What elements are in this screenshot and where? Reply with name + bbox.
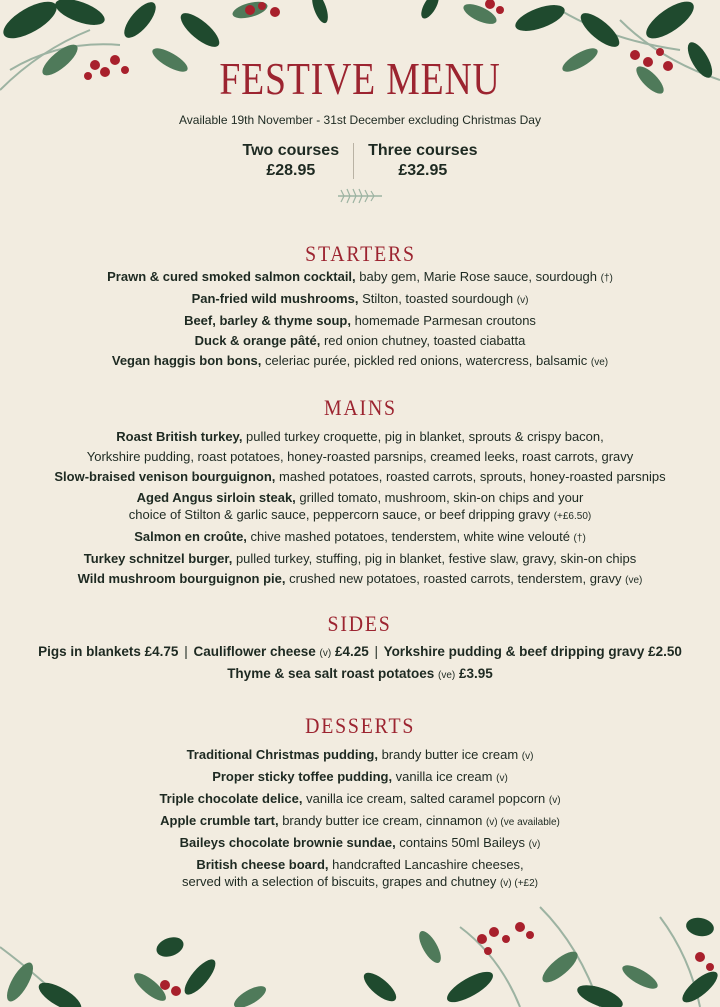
sides-heading-text: SIDES — [327, 611, 393, 636]
dietary-tag: (v) — [496, 773, 508, 784]
list-item — [0, 267, 720, 289]
item-description: mashed potatoes, roasted carrots, sprouts, honey-roasted parsnips — [275, 469, 666, 484]
two-courses-price: £28.95 — [266, 162, 316, 179]
item-description: grilled tomato, mushroom, skin-on chips and your — [295, 490, 584, 505]
dietary-tag: (v) — [319, 648, 332, 659]
list-item — [0, 856, 720, 873]
mains-heading — [0, 397, 720, 419]
list-item — [0, 811, 720, 833]
side-cauliflower-cheese: Cauliflower cheese — [193, 644, 320, 659]
sides-heading — [0, 613, 720, 635]
desserts-heading-text: DESSERTS — [304, 713, 416, 738]
sides-row-2 — [0, 664, 720, 686]
item-description: homemade Parmesan croutons — [350, 313, 536, 328]
three-courses-label: Three courses — [368, 142, 478, 159]
side-yorkshire-pudding: Yorkshire pudding & beef dripping gravy £2.50 — [383, 644, 682, 659]
item-name: Pan-fried wild mushrooms, — [191, 291, 359, 306]
item-description: baby gem, Marie Rose sauce, sourdough — [355, 269, 601, 284]
item-description: crushed new potatoes, roasted carrots, tenderstem, gravy — [285, 571, 626, 586]
item-name: Turkey schnitzel burger, — [83, 551, 233, 566]
fern-sprig-icon — [336, 186, 384, 206]
list-item — [0, 527, 720, 549]
availability-text: Available 19th November - 31st December excluding Christmas Day — [179, 113, 541, 127]
list-item — [0, 767, 720, 789]
dietary-tag: (v) — [516, 295, 529, 306]
list-item — [0, 489, 720, 506]
starters-heading — [0, 243, 720, 265]
mains-heading-text: MAINS — [323, 395, 397, 420]
side-price: £3.95 — [455, 666, 493, 681]
dietary-tag: (ve) — [438, 670, 456, 681]
item-name: Duck & orange pâté, — [194, 333, 321, 348]
item-description: pulled turkey croquette, pig in blanket, sprouts & crispy bacon, — [242, 429, 604, 444]
dietary-tag: (†) — [573, 533, 586, 544]
item-description: chive mashed potatoes, tenderstem, white wine velouté — [246, 529, 574, 544]
list-item — [0, 311, 720, 331]
item-description: handcrafted Lancashire cheeses, — [328, 857, 524, 872]
dietary-tag: (v) (ve available) — [485, 817, 560, 828]
item-description: Stilton, toasted sourdough — [358, 291, 517, 306]
item-description: celeriac purée, pickled red onions, watercress, balsamic — [261, 353, 591, 368]
price-supplement-tag: (+£6.50) — [553, 511, 592, 522]
item-description: brandy butter ice cream — [377, 747, 522, 762]
dietary-tag: (v) (+£2) — [499, 878, 539, 889]
list-item-continuation — [0, 447, 720, 467]
item-name: Beef, barley & thyme soup, — [184, 313, 351, 328]
list-item — [0, 833, 720, 855]
list-item — [0, 569, 720, 591]
list-item — [0, 745, 720, 767]
list-item — [0, 289, 720, 311]
item-description: red onion chutney, toasted ciabatta — [320, 333, 526, 348]
course-prices — [0, 141, 720, 181]
item-description: contains 50ml Baileys — [395, 835, 529, 850]
item-name: British cheese board, — [196, 857, 329, 872]
item-name: Slow-braised venison bourguignon, — [54, 469, 276, 484]
item-name: Triple chocolate delice, — [159, 791, 303, 806]
item-name: Apple crumble tart, — [160, 813, 279, 828]
dietary-tag: (v) — [521, 751, 534, 762]
starters-list — [0, 267, 720, 373]
two-courses-price-block — [228, 141, 353, 181]
item-description: vanilla ice cream, salted caramel popcorn — [302, 791, 549, 806]
desserts-heading — [0, 715, 720, 737]
item-name: Salmon en croûte, — [134, 529, 247, 544]
dietary-tag: (ve) — [590, 357, 609, 368]
item-name: Wild mushroom bourguignon pie, — [77, 571, 286, 586]
list-item — [0, 351, 720, 373]
list-item — [0, 427, 720, 447]
item-description: brandy butter ice cream, cinnamon — [278, 813, 486, 828]
separator: | — [374, 644, 379, 659]
list-item — [0, 331, 720, 351]
item-name: Prawn & cured smoked salmon cocktail, — [107, 269, 356, 284]
dietary-tag: (†) — [600, 273, 613, 284]
bottom-foliage-decoration — [0, 887, 720, 1007]
item-name: Traditional Christmas pudding, — [186, 747, 378, 762]
menu-title: FESTIVE MENU — [219, 53, 501, 104]
item-description: pulled turkey, stuffing, pig in blanket, festive slaw, gravy, skin-on chips — [232, 551, 637, 566]
two-courses-label: Two courses — [242, 142, 340, 159]
desserts-list — [0, 745, 720, 892]
list-item-continuation — [0, 873, 720, 892]
item-description: served with a selection of biscuits, grapes and chutney — [181, 874, 500, 889]
dietary-tag: (ve) — [625, 575, 643, 586]
item-name: Baileys chocolate brownie sundae, — [179, 835, 396, 850]
dietary-tag: (v) — [528, 839, 541, 850]
side-pigs-in-blankets: Pigs in blankets £4.75 — [38, 644, 179, 659]
list-item — [0, 789, 720, 811]
item-description: Yorkshire pudding, roast potatoes, honey-roasted parsnips, creamed leeks, roast carrots, gravy — [86, 449, 634, 464]
three-courses-price-block — [354, 141, 491, 181]
list-item — [0, 467, 720, 487]
side-price: £4.25 — [331, 644, 369, 659]
item-description: choice of Stilton & garlic sauce, peppercorn sauce, or beef dripping gravy — [128, 507, 554, 522]
side-roast-potatoes: Thyme & sea salt roast potatoes — [227, 666, 439, 681]
dietary-tag: (v) — [548, 795, 561, 806]
sides-row-1 — [0, 642, 720, 664]
item-name: Vegan haggis bon bons, — [111, 353, 262, 368]
item-description: vanilla ice cream — [392, 769, 497, 784]
item-name: Roast British turkey, — [116, 429, 243, 444]
item-name: Aged Angus sirloin steak, — [136, 490, 296, 505]
three-courses-price: £32.95 — [398, 162, 448, 179]
list-item — [0, 549, 720, 569]
mains-list — [0, 427, 720, 591]
starters-heading-text: STARTERS — [304, 241, 416, 266]
list-item-continuation — [0, 506, 720, 525]
sides-list — [0, 642, 720, 686]
separator: | — [184, 644, 188, 659]
item-name: Proper sticky toffee pudding, — [212, 769, 393, 784]
